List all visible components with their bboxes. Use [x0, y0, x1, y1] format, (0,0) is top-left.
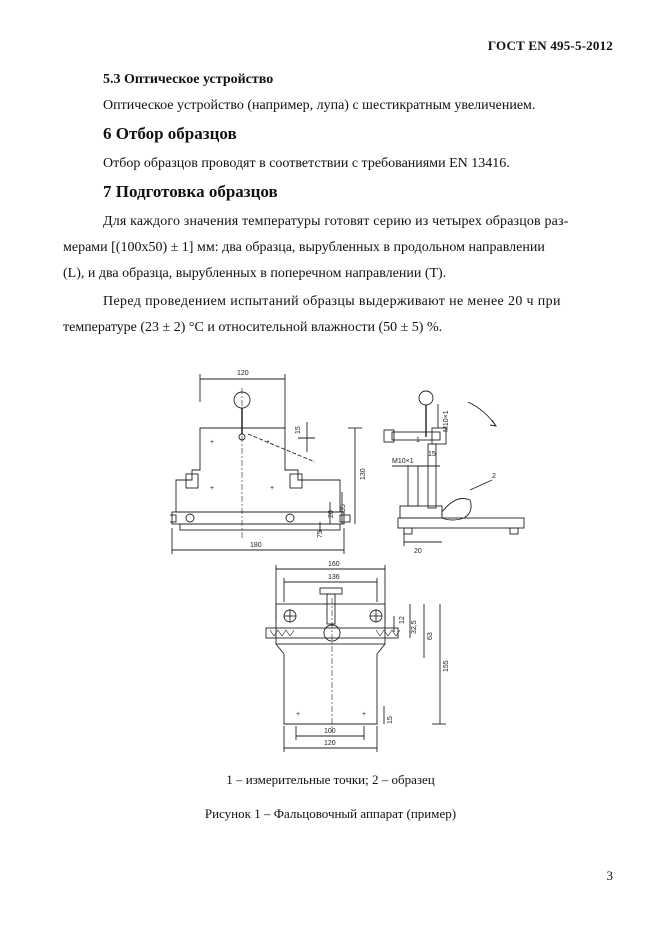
- folding-apparatus-figure: [170, 362, 540, 757]
- svg-text:+: +: [210, 485, 215, 492]
- dim-75: 75: [317, 530, 324, 538]
- svg-text:+: +: [296, 711, 301, 718]
- dim-136: 136: [328, 574, 340, 581]
- dim-120-bottom: 120: [324, 740, 336, 747]
- section-5-3-heading: 5.3 Оптическое устройство: [103, 72, 274, 87]
- side-view: [384, 391, 524, 555]
- section-5-3-text: Оптическое устройство (например, лупа) с шестикратным увеличением.: [103, 98, 536, 113]
- dim-32-5: 32,5: [411, 620, 418, 634]
- page-number: 3: [606, 868, 613, 883]
- svg-text:+: +: [210, 439, 215, 446]
- thread-m10-upper: M10×1: [443, 410, 450, 432]
- svg-text:+: +: [270, 485, 275, 492]
- thread-m10-lower: M10×1: [392, 458, 414, 465]
- dim-180: 180: [250, 542, 262, 549]
- section-7-heading: 7 Подготовка образцов: [103, 182, 278, 201]
- dim-20-b: 20: [414, 548, 422, 555]
- dim-35: 35: [340, 504, 347, 512]
- dim-15-a: 15: [295, 426, 302, 434]
- dim-120-top: 120: [237, 370, 249, 377]
- dim-20-a: 20: [328, 510, 335, 518]
- section-6-text: Отбор образцов проводят в соответствии с требованиями EN 13416.: [103, 156, 510, 171]
- dim-15-b: 15: [428, 451, 436, 458]
- top-view: [266, 561, 450, 752]
- section-7-para2-line1: Перед проведением испытаний образцы выдерживают не менее 20 ч при: [103, 294, 561, 309]
- dim-12: 12: [399, 616, 406, 624]
- section-7-para2-line2: температуре (23 ± 2) °С и относительной влажности (50 ± 5) %.: [63, 320, 443, 335]
- svg-text:1: 1: [416, 437, 420, 444]
- section-7-para1-line2: мерами [(100x50) ± 1] мм: два образца, вырубленных в продольном направлении: [63, 240, 545, 255]
- document-code: ГОСТ EN 495-5-2012: [487, 38, 613, 53]
- section-7-para1-line1: Для каждого значения температуры готовят серию из четырех образцов раз-: [103, 214, 569, 229]
- dim-63: 63: [427, 632, 434, 640]
- figure-legend: 1 – измерительные точки; 2 – образец: [226, 772, 435, 787]
- dim-15-c: 15: [387, 716, 394, 724]
- dim-160: 160: [328, 561, 340, 568]
- dim-155: 155: [443, 660, 450, 672]
- svg-text:+: +: [266, 439, 271, 446]
- section-6-heading: 6 Отбор образцов: [103, 124, 237, 143]
- svg-text:+: +: [362, 711, 367, 718]
- figure-caption: Рисунок 1 – Фальцовочный аппарат (пример): [204, 806, 457, 821]
- technical-drawing: [170, 362, 540, 757]
- svg-text:2: 2: [492, 473, 496, 480]
- front-view: [170, 370, 367, 554]
- dim-130: 130: [360, 468, 367, 480]
- dim-100: 100: [324, 728, 336, 735]
- section-7-para1-line3: (L), и два образца, вырубленных в поперечном направлении (T).: [63, 266, 447, 281]
